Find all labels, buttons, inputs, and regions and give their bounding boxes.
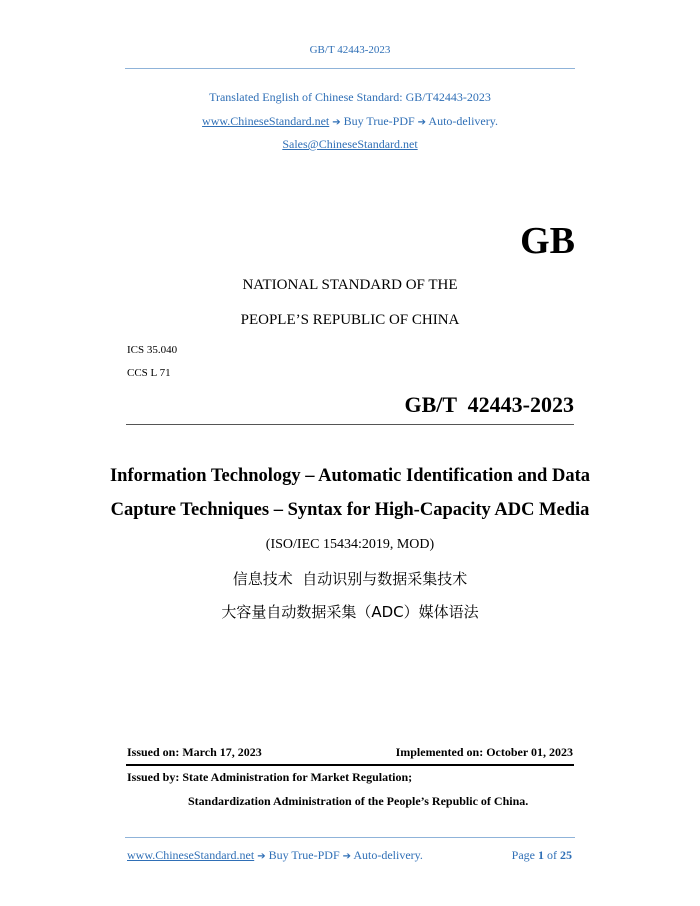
chinese-title-line-1: 信息技术 自动识别与数据采集技术 — [232, 570, 468, 588]
number-rule — [126, 424, 574, 425]
implemented-date: Implemented on: October 01, 2023 — [395, 745, 573, 759]
gb-mark: GB — [520, 220, 575, 262]
page-current: 1 — [538, 848, 544, 862]
right-arrow-icon: ➔ — [342, 851, 352, 862]
issuer-line-2: Standardization Administration of the People’s Republic of China. — [188, 794, 529, 808]
national-line-1: NATIONAL STANDARD OF THE — [242, 277, 458, 293]
dates-rule — [126, 764, 574, 766]
footer-rule — [125, 837, 575, 838]
banner-email-row — [0, 137, 700, 152]
right-arrow-icon: ➔ — [257, 851, 266, 862]
ccs-code: CCS L 71 — [127, 367, 171, 379]
banner-site-link[interactable]: www.ChineseStandard.net — [202, 114, 330, 128]
footer-links — [127, 848, 423, 863]
footer-delivery-text: Auto-delivery. — [353, 848, 423, 862]
right-arrow-icon: ➔ — [332, 117, 341, 128]
right-arrow-icon: ➔ — [417, 117, 427, 128]
title-line-2: Capture Techniques – Syntax for High-Capacity ADC Media — [110, 500, 590, 520]
national-line-2: PEOPLE’S REPUBLIC OF CHINA — [240, 312, 460, 328]
banner-links — [0, 114, 700, 129]
header-rule — [125, 68, 575, 69]
page-word: Page — [511, 848, 535, 862]
banner-email-link[interactable]: Sales@ChineseStandard.net — [282, 137, 418, 151]
ics-code: ICS 35.040 — [127, 344, 178, 356]
footer-site-link[interactable]: www.ChineseStandard.net — [127, 848, 255, 862]
issuer-line-1: Issued by: State Administration for Market Regulation; — [127, 770, 413, 784]
page-indicator — [512, 848, 572, 863]
page-total: 25 — [560, 848, 572, 862]
iso-reference: (ISO/IEC 15434:2019, MOD) — [265, 537, 435, 552]
standard-number: GB/T 42443-2023 — [404, 392, 574, 417]
banner-delivery-text: Auto-delivery. — [428, 114, 498, 128]
footer-buy-text: Buy True-PDF — [268, 848, 340, 862]
of-word: of — [547, 848, 557, 862]
header-code: GB/T 42443-2023 — [309, 44, 391, 56]
banner-buy-text: Buy True-PDF — [343, 114, 415, 128]
chinese-title-line-2: 大容量自动数据采集（ADC）媒体语法 — [221, 603, 479, 621]
banner-title: Translated English of Chinese Standard: GB/T42443-2023 — [209, 90, 491, 104]
issued-date: Issued on: March 17, 2023 — [127, 745, 262, 759]
title-line-1: Information Technology – Automatic Identification and Data — [109, 466, 590, 486]
